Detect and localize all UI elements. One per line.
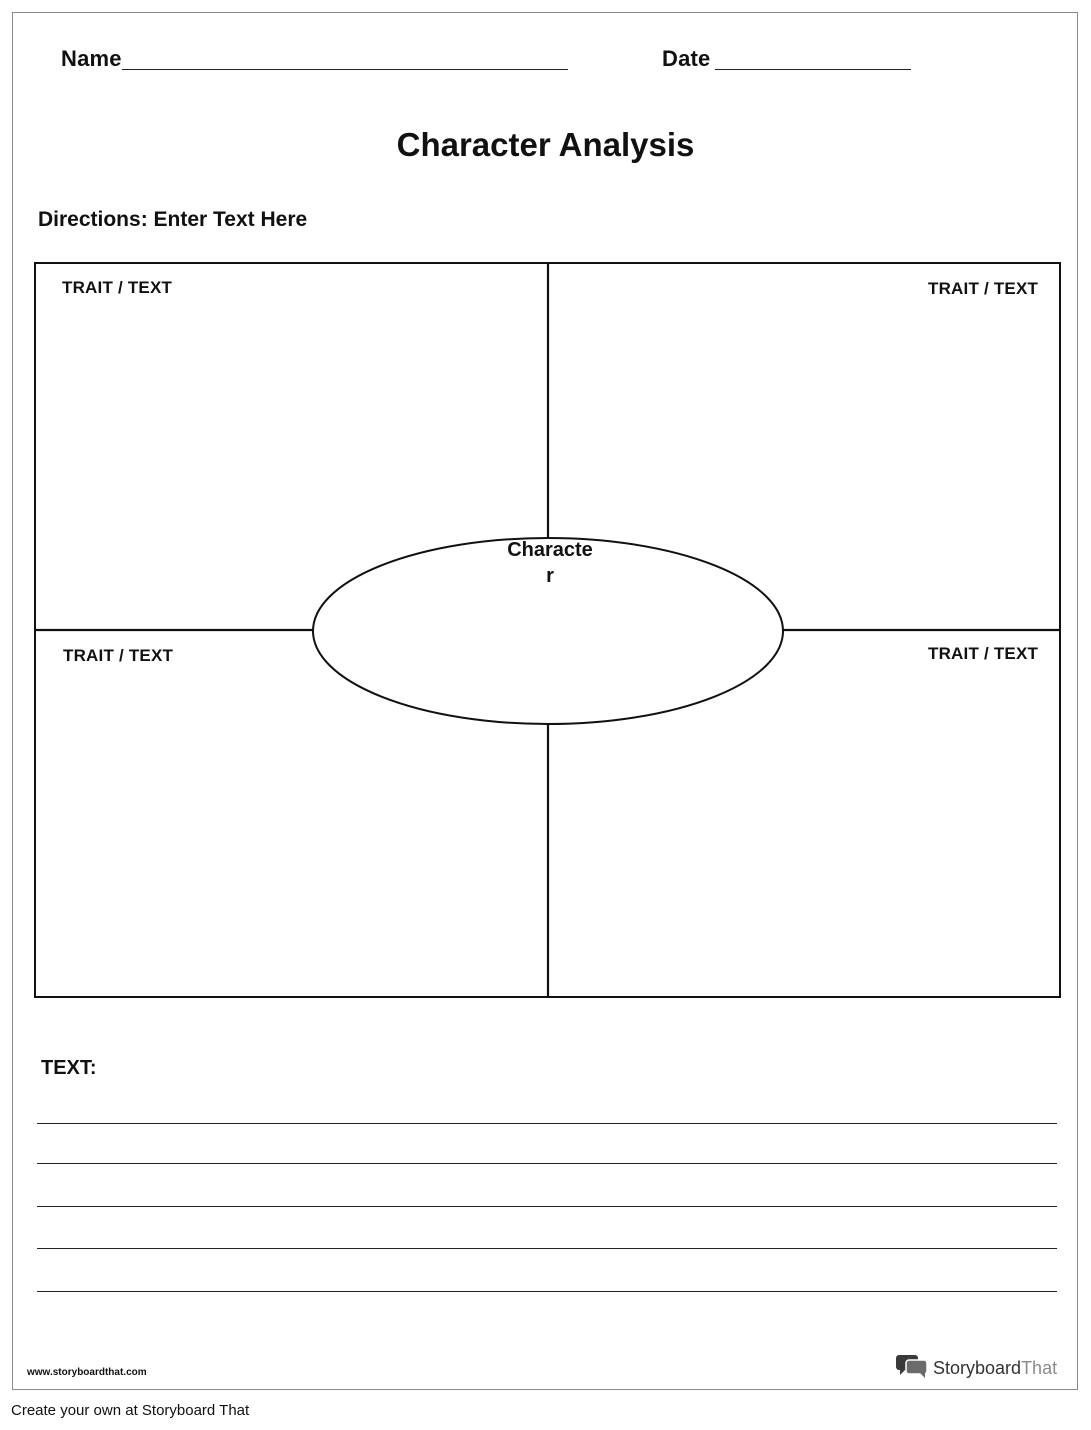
- text-section-label: TEXT:: [41, 1057, 97, 1079]
- trait-bottom-left[interactable]: TRAIT / TEXT: [63, 646, 174, 665]
- character-label-line2: r: [546, 565, 554, 587]
- trait-top-right[interactable]: TRAIT / TEXT: [928, 279, 1039, 298]
- writing-line-4[interactable]: [37, 1248, 1057, 1249]
- date-label: Date: [662, 46, 711, 71]
- website-url[interactable]: www.storyboardthat.com: [27, 1367, 147, 1378]
- credit-link[interactable]: Create your own at Storyboard That: [11, 1402, 250, 1419]
- character-label[interactable]: [490, 537, 610, 589]
- storyboardthat-logo[interactable]: [895, 1353, 1057, 1384]
- logo-wordmark: [933, 1358, 1057, 1379]
- writing-line-1[interactable]: [37, 1123, 1057, 1124]
- name-label: Name: [61, 46, 122, 71]
- logo-word-storyboard: Storyboard: [933, 1358, 1022, 1378]
- trait-top-left[interactable]: TRAIT / TEXT: [62, 278, 173, 297]
- writing-line-3[interactable]: [37, 1206, 1057, 1207]
- trait-bottom-right[interactable]: TRAIT / TEXT: [928, 644, 1039, 663]
- page-title: Character Analysis: [396, 126, 695, 163]
- character-label-line1: Characte: [507, 539, 593, 561]
- logo-word-that: That: [1021, 1358, 1058, 1378]
- speech-bubbles-icon: [895, 1353, 929, 1384]
- directions-text[interactable]: Directions: Enter Text Here: [38, 208, 308, 231]
- writing-line-2[interactable]: [37, 1163, 1057, 1164]
- writing-line-5[interactable]: [37, 1291, 1057, 1292]
